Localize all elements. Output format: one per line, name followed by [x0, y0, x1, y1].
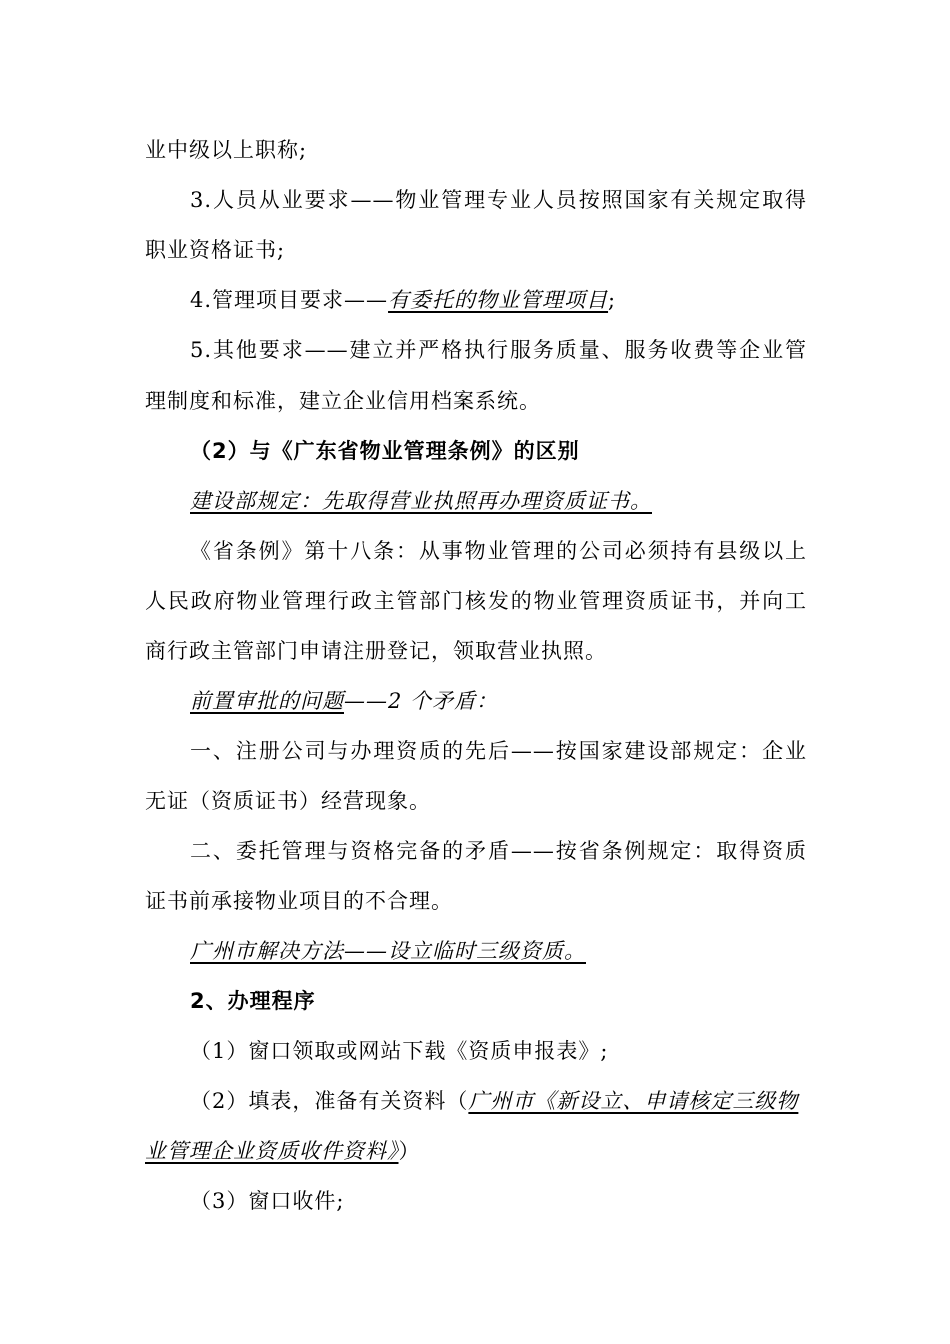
paragraph-article-18-line2: 人民政府物业管理行政主管部门核发的物业管理资质证书，并向工: [145, 589, 807, 613]
item-4-suffix: ;: [608, 288, 617, 312]
paragraph-article-18-line1: 《省条例》第十八条：从事物业管理的公司必须持有县级以上: [190, 539, 807, 563]
paragraph-item-5-line1: 5.其他要求——建立并严格执行服务质量、服务收费等企业管: [190, 338, 807, 362]
paragraph-continuation: 业中级以上职称;: [145, 138, 308, 162]
paragraph-conflict-1-line1: 一、注册公司与办理资质的先后——按国家建设部规定：企业: [190, 739, 807, 763]
paragraph-item-3-line2: 职业资格证书;: [145, 238, 286, 262]
step-2-emphasis-part2: 业管理企业资质收件资料》: [145, 1139, 399, 1163]
pre-approval-rest: ——2 个矛盾：: [344, 689, 499, 713]
procedure-step-3: （3）窗口收件;: [190, 1189, 345, 1213]
paragraph-item-5-line2: 理制度和标准，建立企业信用档案系统。: [145, 389, 541, 413]
step-2-emphasis-part1: 广州市《新设立、申请核定三级物: [468, 1089, 799, 1113]
step-2-suffix: ）: [398, 1139, 421, 1163]
paragraph-article-18-line3: 商行政主管部门申请注册登记，领取营业执照。: [145, 639, 607, 663]
step-2-prefix: （2）填表，准备有关资料（: [190, 1089, 469, 1113]
paragraph-item-4: [190, 286, 616, 314]
procedure-step-2-line2: [145, 1137, 421, 1165]
section-heading-procedure: 2、办理程序: [190, 989, 316, 1013]
paragraph-conflict-1-line2: 无证（资质证书）经营现象。: [145, 789, 431, 813]
paragraph-item-3-line1: 3.人员从业要求——物业管理专业人员按照国家有关规定取得: [190, 188, 807, 212]
section-heading-difference: （2）与《广东省物业管理条例》的区别: [190, 439, 580, 463]
pre-approval-emphasis: 前置审批的问题: [190, 689, 344, 713]
item-4-prefix: 4.管理项目要求——: [190, 288, 389, 312]
procedure-step-2-line1: [190, 1087, 798, 1115]
paragraph-guangzhou-solution: 广州市解决方法——设立临时三级资质。: [190, 939, 586, 963]
item-4-emphasis: 有委托的物业管理项目: [388, 288, 609, 312]
paragraph-conflict-2-line2: 证书前承接物业项目的不合理。: [145, 889, 453, 913]
paragraph-ministry-rule: 建设部规定：先取得营业执照再办理资质证书。: [190, 489, 652, 513]
paragraph-conflict-2-line1: 二、委托管理与资格完备的矛盾——按省条例规定：取得资质: [190, 839, 807, 863]
procedure-step-1: （1）窗口领取或网站下载《资质申报表》;: [190, 1039, 609, 1063]
paragraph-pre-approval: [190, 687, 498, 715]
